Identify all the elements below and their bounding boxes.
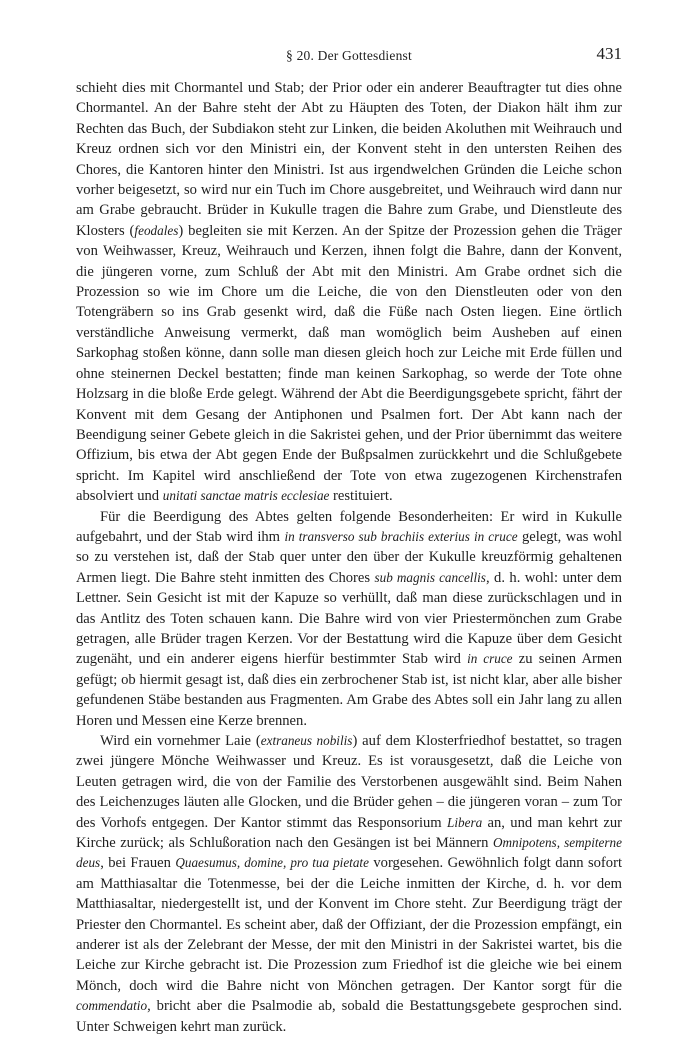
latin-term: extraneus nobilis — [260, 733, 353, 748]
text-run: vorgesehen. Gewöhnlich folgt dann sofort am Matthiasaltar die Totenmesse, bei der die Leiche inmitten der Kirche, d. h. vor dem Matthiasaltar, niedergestellt ist, und der Konvent im Chore steht. Zur Beerdigung trägt der Priester den Chormantel. Es scheint aber, daß der Offiziant, der die Prozession empfängt, ein anderer ist als der Zelebrant der Messe, der mit den Ministri in der Sakristei wartet, bis die Leiche zur Kirche gebracht ist. Die Prozession zum Friedhof ist die gleiche wie bei einem Mönch, doch wird die Bahre nicht von Mönchen getragen. Der Kantor sorgt für die — [76, 855, 623, 994]
latin-term: in transverso sub brachiis exterius in cruce — [284, 528, 518, 544]
text-run: Wird ein vornehmer Laie ( — [100, 733, 261, 749]
text-run: ) begleiten sie mit Kerzen. An der Spitze der Prozession gehen die Träger von Weihwasser, Kreuz, Weihrauch und Kerzen, ihnen folgt die Bahre, dann der Konvent, die jüngeren vorne, zum Schluß der Abt mit den Ministri. Am Grabe ordnet sich die Prozession so wie im Chore um die Leiche, die von den Dienstleuten oder von den Totengräbern so ins Grab gesenkt wird, daß die Füße nach Osten liegen. Eine örtlich verständliche Anweisung vermerkt, daß man womöglich beim Ausheben auf einen Sarkophag stoßen könne, dann solle man diesen gleich hoch zur Leiche mit Erde füllen und ohne steinernen Deckel bestatten; finde man keinen Sarkophag, so werde der Tote ohne Holzsarg in die bloße Erde gelegt. Während der Abt die Beerdigungsgebete spricht, fährt der Konvent mit dem Gesang der Antiphonen und Psalmen fort. Der Abt kann nach der Beendigung seiner Gebete gleich in die Sakristei gehen, und der Prior übernimmt das weitere Offizium, bis etwa der Abt gegen Ende der Bußpsalmen zurückkehrt und die Schlußgebete spricht. Im Kapitel wird anschließend der Tote von etwa zugezogenen Kirchenstrafen absolviert und — [76, 222, 622, 505]
text-run: schieht dies mit Chormantel und Stab; der Prior oder ein anderer Beauftragter tut dies ohne Chormantel. An der Bahre steht der Abt zu Häupten des Toten, der Diakon hält ihm zur Rechten das Buch, der Subdiakon steht zur Linken, die beiden Akoluthen mit Weihrauch und Kreuz ordnen sich vor den Ministri ein, der Konvent steht in den untersten Reihen des Chores, die Kantoren hinter den Ministri. Ist aus irgendwelchen Gründen die Leiche schon vorher beigesetzt, so wird nur ein Tuch im Chore ausgebreitet, und Weihrauch wird dann nur am Grabe gebraucht. Brüder in Kukulle tragen die Bahre zum Grabe, und Dienstleute des Klosters ( — [76, 80, 622, 239]
text-run: , bricht aber die Psalmodie ab, sobald die Bestattungsgebete gesprochen sind. Unter Schweigen kehrt man zurück. — [76, 998, 622, 1035]
running-title: § 20. Der Gottesdienst — [286, 48, 412, 63]
text-run: gelegt, was wohl so zu verstehen ist, daß der Stab quer unter den über der Kukulle kreuzförmig gehaltenen Armen liegt. Die Bahre steht inmitten des Chores — [76, 528, 623, 586]
latin-term: unitati sanctae matris ecclesiae — [162, 488, 330, 504]
text-run: , bei Frauen — [100, 855, 176, 872]
paragraph-continuation — [76, 78, 622, 507]
text-run: ) auf dem Klosterfriedhof bestattet, so tragen zwei jüngere Mönche Weihwasser und Kreuz. Es ist vorausgesetzt, daß die Leiche von Leuten getragen wird, die von der Familie des Verstorbenen ausgewählt sind. Beim Nahen des Leichenzuges läuten alle Glocken, und die Brüder gehen – die jüngeren voran – zum Tor des Vorhofs entgegen. Der Kantor stimmt das Responsorium — [76, 733, 622, 831]
paragraph-lay-burial — [76, 731, 622, 1037]
latin-term: Quaesumus, domine, pro tua pietate — [175, 855, 369, 871]
text-run: restituiert. — [329, 488, 393, 505]
paragraph-abbot-burial — [76, 507, 622, 731]
latin-term: in cruce — [467, 651, 513, 667]
latin-term: feodales — [134, 222, 179, 238]
page-header — [76, 44, 622, 66]
latin-term: Omnipotens, sempiterne deus — [76, 835, 622, 871]
text-run: an, und man kehrt zur Kirche zurück; als Schlußoration nach den Gesängen ist bei Männern — [76, 814, 622, 852]
body-text — [76, 78, 622, 1037]
text-run: , d. h. wohl: unter dem Lettner. Sein Gesicht ist mit der Kapuze so verhüllt, daß man diese zurückschlagen und in das Antlitz des Toten schauen kann. Die Bahre wird von vier Priestermönchen zum Grabe getragen, alle Brüder tragen Kerzen. Vor der Bestattung wird die Kapuze über dem Gesicht zugenäht, und ein anderer eigens hierfür bestimmter Stab wird — [76, 569, 622, 668]
text-run: zu seinen Armen gefügt; ob hiermit gesagt ist, daß dies ein zerbrochener Stab ist, ist nicht klar, aber alle bisher gefundenen Stäbe bestanden aus Fragmenten. Am Grabe des Abtes soll ein Jahr lang zu allen Horen und Messen eine Kerze brennen. — [76, 651, 622, 729]
text-run: Für die Beerdigung des Abtes gelten folgende Besonderheiten: Er wird in Kukulle aufgebahrt, und der Stab wird ihm — [76, 508, 622, 545]
latin-term: Libera — [447, 814, 483, 830]
latin-term: sub magnis cancellis — [374, 569, 486, 585]
page-number: 431 — [596, 44, 622, 63]
latin-term: commendatio — [76, 998, 148, 1014]
